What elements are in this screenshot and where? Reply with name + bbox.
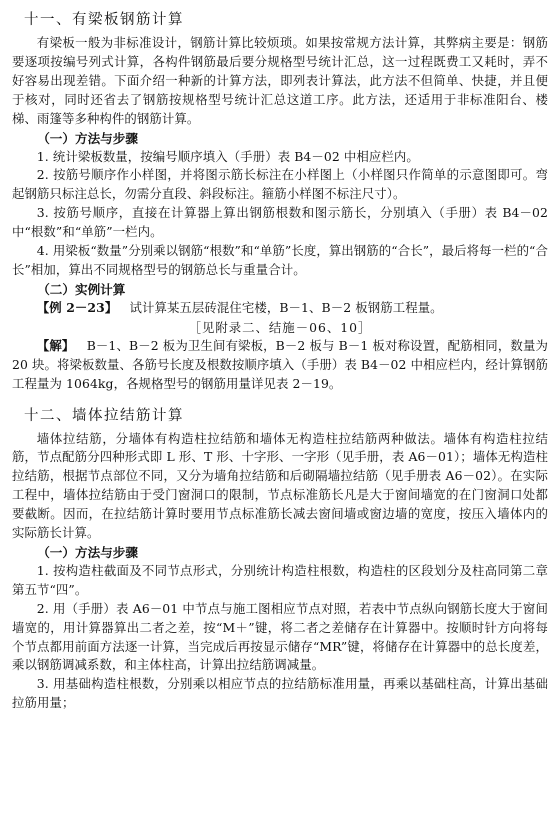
section-11-intro: 有梁板一般为非标准设计，钢筋计算比较烦琐。如果按常规方法计算，其弊病主要是：钢筋要逐项按编号列式计算，各构件钢筋最后要分规格型号统计汇总，这一过程既费工又耗时，弄不好容易出现差错。下面介绍一种新的计算方法，即列表计算法，此方法不但简单、快捷，并且便于核对，同时还省去了钢筋按规格型号统计汇总这道工序。此方法，还适用于非标准阳台、楼梯、雨篷等多种构件的钢筋计算。 xyxy=(12,35,548,126)
section-12-methods-heading: （一）方法与步骤 xyxy=(37,544,138,560)
section-12-step-1: 1. 按构造柱截面及不同节点形式，分别统计构造柱根数，构造柱的区段划分及柱高同第二章第五节“四”。 xyxy=(12,562,548,597)
section-12-step-2: 2. 用（手册）表 A6－01 中节点与施工图相应节点对照，若表中节点纵向钢筋长度大于窗间墙宽的，用计算器算出二者之差，按“M＋”键，将二者之差储存在计算器中。按顺时针方向将每个节点都用前面方法逐一计算，当完成后再按显示储存“MR”键，将储存在计算器中的总长度差，乘以钢筋调减系数，和主体柱高，计算出拉结筋调减量。 xyxy=(12,600,548,673)
section-11-methods-heading: （一）方法与步骤 xyxy=(37,130,138,146)
section-11-step-4: 4. 用梁板“数量”分别乘以钢筋“根数”和“单筋”长度，算出钢筋的“合长”，最后将每一栏的“合长”相加，算出不同规格型号的钢筋总长与重量合计。 xyxy=(12,243,548,277)
example-text: 试计算某五层砖混住宅楼，B－1、B－2 板钢筋工程量。 xyxy=(129,299,443,315)
section-11-step-2: 2. 按筋号顺序作小样图，并将图示筋长标注在小样图上（小样图只作简单的示意图即可。弯起钢筋只标注总长，勿需分直段、斜段标注。箍筋小样图不标注尺寸）。 xyxy=(12,167,548,202)
example-reference xyxy=(12,318,548,337)
section-12-title: 十二、墙体拉结筋计算 xyxy=(24,407,184,424)
section-11-step-1: 1. 统计梁板数量，按编号顺序填入（手册）表 B4－02 中相应栏内。 xyxy=(36,148,419,164)
example-label: 【例 2－23】 xyxy=(36,299,118,315)
solution-label: 【解】 xyxy=(36,337,75,353)
section-11-example-heading: （二）实例计算 xyxy=(37,281,126,297)
solution-text: B－1、B－2 板为卫生间有梁板，B－2 板与 B－1 板对称设置，配筋相同，数量为 20 块。将梁板数量、各筋号长度及根数按顺序填入（手册）表 B4－02 中相应栏内，经计算钢筋工程量为 1064kg，各规格型号的钢筋用量详见表 2－19。 xyxy=(12,337,548,391)
section-12-intro: 墙体拉结筋，分墙体有构造柱拉结筋和墙体无构造柱拉结筋两种做法。墙体有构造柱拉结筋，节点配筋分四种形式即 L 形、T 形、十字形、一字形（见手册，表 A6－01）；墙体无构造柱拉结筋，根据节点部位不同，又分为墙角拉结筋和后砌隔墙拉结筋（见手册表 A6－02）。在实际工程中，墙体拉结筋由于受门窗洞口的限制，节点标准筋长凡是大于窗间墙宽的在门窗洞口处都要截断。因而，在拉结筋计算时要用节点标准筋长减去窗间墙或窗边墙的宽度，按压入墙体内的实际筋长计算。 xyxy=(12,430,548,541)
example-paragraph xyxy=(12,299,548,318)
section-11-step-3: 3. 按筋号顺序，直接在计算器上算出钢筋根数和图示筋长，分别填入（手册）表 B4－02 中“根数”和“单筋”一栏内。 xyxy=(12,205,548,240)
solution-paragraph xyxy=(12,337,548,394)
example-ref-text: ［见附录二、结施－06、10］ xyxy=(188,319,372,335)
section-11-title: 十一、有梁板钢筋计算 xyxy=(24,12,184,28)
section-12-step-3: 3. 用基础构造柱根数，分别乘以相应节点的拉结筋标准用量，再乘以基础柱高，计算出基础拉筋用量； xyxy=(12,676,548,711)
